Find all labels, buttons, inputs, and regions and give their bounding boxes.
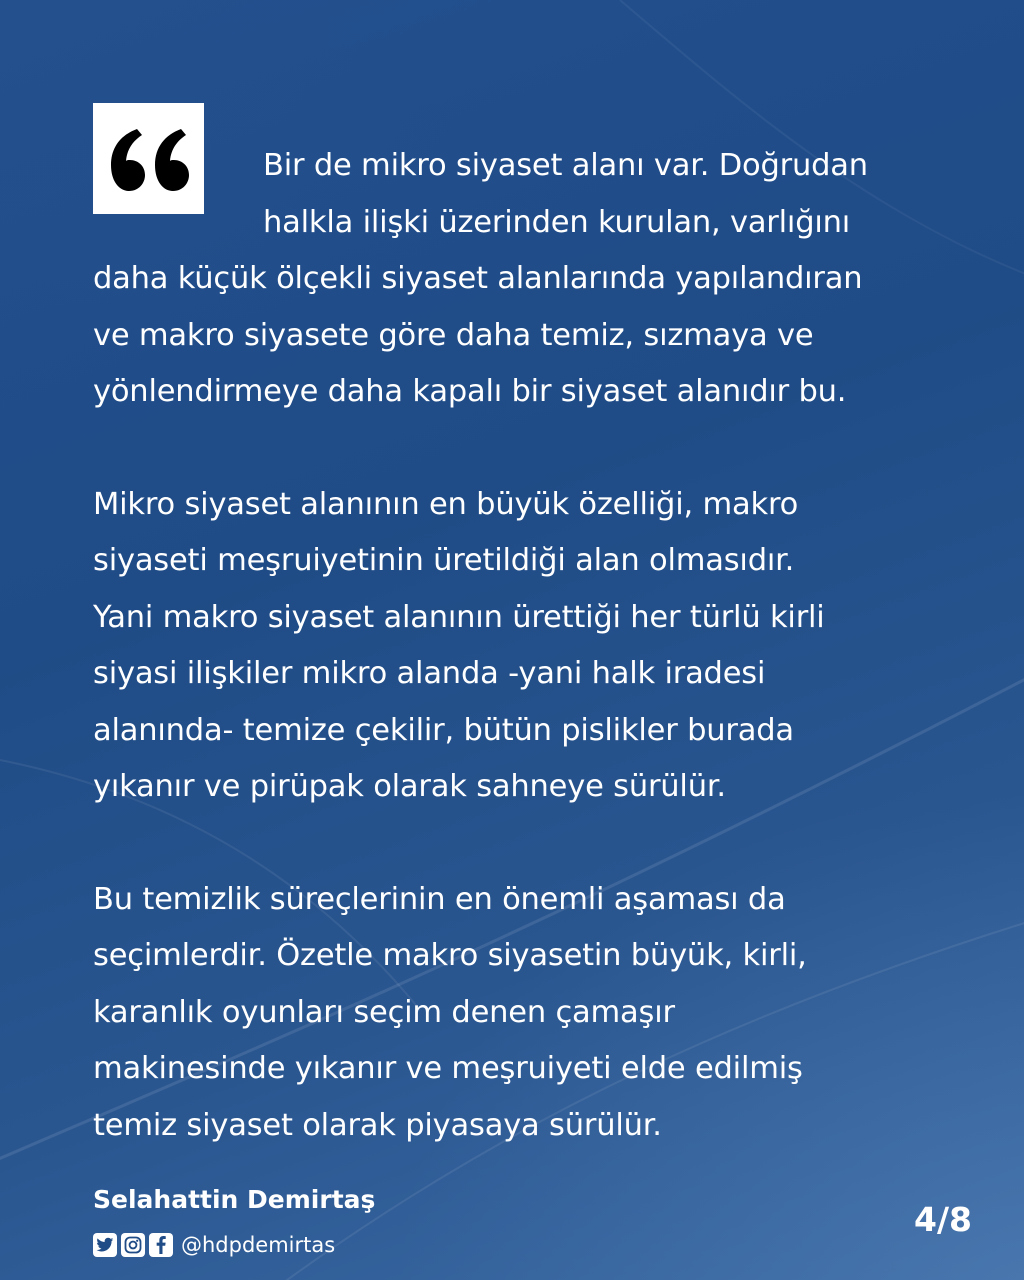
text-line: karanlık oyunları seçim denen çamaşır — [93, 994, 675, 1030]
text-line: siyaseti meşruiyetinin üretildiği alan olmasıdır. — [93, 543, 795, 578]
text-line: daha küçük ölçekli siyaset alanlarında yapılandıran — [93, 261, 863, 296]
paragraph-spacer — [93, 816, 953, 872]
text-line: siyasi ilişkiler mikro alanda -yani halk iradesi — [93, 656, 766, 691]
text-line: Bir de mikro siyaset alanı var. Doğrudan — [263, 148, 868, 183]
page-indicator: 4/8 — [914, 1200, 972, 1239]
twitter-icon[interactable] — [93, 1233, 117, 1257]
paragraph-spacer — [93, 421, 953, 477]
quote-paragraph-2 — [93, 477, 953, 816]
facebook-icon[interactable] — [149, 1233, 173, 1257]
text-line: seçimlerdir. Özetle makro siyasetin büyük, kirli, — [93, 938, 807, 973]
quote-paragraph-3 — [93, 872, 953, 1155]
author-name: Selahattin Demirtaş — [93, 1185, 376, 1214]
text-line: Yani makro siyaset alanının ürettiği her türlü kirli — [93, 599, 825, 635]
social-handle-row — [93, 1230, 335, 1260]
text-line: Mikro siyaset alanının en büyük özelliği, makro — [93, 486, 799, 522]
text-line: makinesinde yıkanır ve meşruiyeti elde edilmiş — [93, 1051, 803, 1086]
text-line: alanında- temize çekilir, bütün pislikler burada — [93, 712, 794, 748]
text-line: halkla ilişki üzerinden kurulan, varlığını — [263, 204, 851, 240]
text-line: yıkanır ve pirüpak olarak sahneye sürülür. — [93, 769, 726, 804]
text-line: Bu temizlik süreçlerinin en önemli aşaması da — [93, 881, 786, 917]
social-handle[interactable]: @hdpdemirtas — [181, 1233, 336, 1257]
instagram-icon[interactable] — [121, 1233, 145, 1257]
text-line: yönlendirmeye daha kapalı bir siyaset alanıdır bu. — [93, 374, 847, 409]
quote-paragraph-1 — [93, 138, 953, 421]
text-line: ve makro siyasete göre daha temiz, sızmaya ve — [93, 317, 814, 353]
text-line: temiz siyaset olarak piyasaya sürülür. — [93, 1107, 662, 1143]
quote-text — [93, 138, 953, 1154]
